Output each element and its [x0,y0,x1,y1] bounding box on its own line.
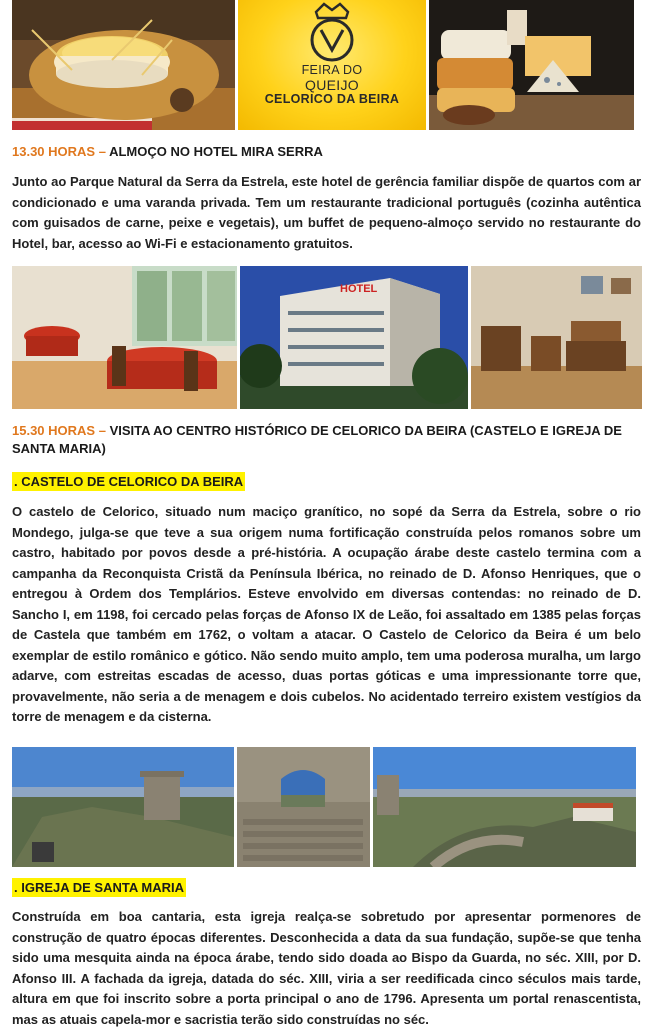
section2-title: VISITA AO CENTRO HISTÓRICO DE CELORICO DA BEIRA (CASTELO E IGREJA DE SANTA MARIA) [12,423,622,456]
castle-walls-photo [373,747,636,867]
igreja-paragraph: Construída em boa cantaria, esta igreja realça-se sobretudo por apresentar pormenores de construção de quatro épocas diferentes. Desconhecida a data da sua fundação, supõe-se que tenha sido uma mesquita ainda na época árabe, tendo sido doada ao Bispo da Guarda, no séc. XIII, por D. Afonso III. A fachada da igreja, datada do séc. XIII, viria a ser reedificada cinco séculos mais tarde, altura em que foi inscrito sobre a porta principal o ano de 1796. Apresenta um portal renascentista, mas as atuais capela-mor e sacristia terão sido construídas no séc. [12,909,641,1027]
castelo-tag: . CASTELO DE CELORICO DA BEIRA [14,474,244,489]
hotel-image-row [12,266,642,409]
hotel-sign: HOTEL [340,283,378,295]
cheese-variety-photo [429,0,634,130]
section1-heading [12,143,642,161]
cheese-photo [12,0,235,130]
logo-line-1: FEIRA DO [301,63,363,77]
hotel-lounge-photo [471,266,642,409]
crown-v-icon [302,0,362,62]
igreja-tag: . IGREJA DE SANTA MARIA [14,880,184,895]
castle-image-row [12,747,636,867]
section2-heading [12,422,642,458]
section1-paragraph: Junto ao Parque Natural da Serra da Estrela, este hotel de gerência familiar dispõe de quartos com ar condicionado e uma varanda privada. Tem um restaurante tradicional português (cozinha autêntica com guisados de carne, peixe e vegetais), um buffet de pequeno-almoço servido no restaurante do Hotel, bar, acesso ao Wi-Fi e estacionamento gratuitos. [12,174,641,251]
section2-time: 15.30 HORAS – [12,423,106,438]
hotel-exterior-photo [240,266,468,409]
hotel-restaurant-photo [12,266,237,409]
castle-tower-photo [12,747,234,867]
section1-title: ALMOÇO NO HOTEL MIRA SERRA [109,144,323,159]
feira-do-queijo-logo [238,0,426,130]
castelo-paragraph: O castelo de Celorico, situado num maciço granítico, no sopé da Serra da Estrela, sobre o rio Mondego, julga-se que teve a sua origem numa fortificação construída pelos romanos sobre um castro, habitado por povos desde a pré-história. A ocupação árabe deste castelo termina com a campanha da Reconquista Cristã da Península Ibérica, no reinado de D. Afonso Henriques, que o entregou à Ordem dos Templários. Esteve envolvido em diversas contendas: no reinado de D. Sancho I, em 1198, foi cercado pelas forças de Afonso IX de Leão, foi assaltado em 1385 pelas forças de Castela que também em 1762, o voltam a atacar. O Castelo de Celorico da Beira é um belo exemplar de estilo românico e gótico. Não sendo muito amplo, tem uma poderosa muralha, um largo adarve, com estreitas escadas de acesso, duas portas góticas e uma impressionante torre que, provavelmente, não seria a de menagem e dois cubelos. No acidentado terreiro existem vestígios da torre de menagem e da cisterna. [12,504,641,724]
castle-gate-photo [237,747,370,867]
top-image-row [12,0,634,130]
logo-line-3: CELORICO DA BEIRA [264,92,400,106]
logo-line-2: QUEIJO [305,77,359,93]
section1-time: 13.30 HORAS – [12,144,106,159]
